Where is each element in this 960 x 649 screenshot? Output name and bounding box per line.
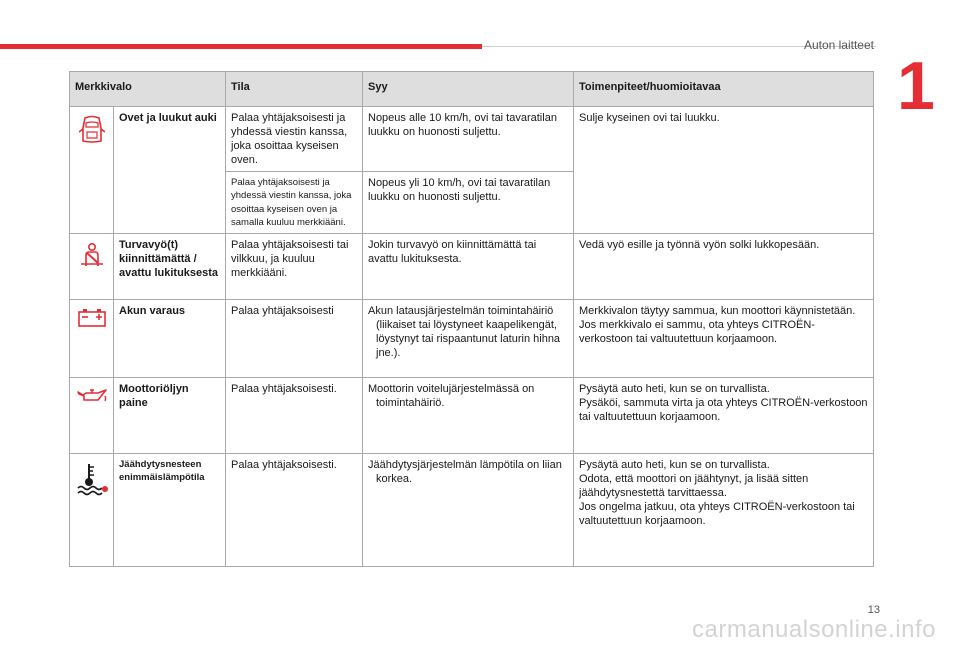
- light-name: Jäähdytysnesteen enimmäislämpötila: [114, 453, 226, 566]
- light-name: Moottoriöljyn paine: [114, 377, 226, 453]
- table-header-row: [70, 72, 874, 107]
- oil-can-icon: [76, 397, 108, 409]
- coolant-temperature-icon: [76, 487, 108, 499]
- seatbelt-icon: [79, 259, 105, 271]
- cause-text: Akun latausjärjestelmän toimintahäiriö (liikaiset tai löystyneet kaapelikengät, löystynyt tai rispaantunut laturin hihna jne.).: [368, 304, 561, 359]
- cause-cell: [363, 453, 574, 566]
- action-cell: Vedä vyö esille ja työnnä vyön solki lukkopesään.: [574, 233, 874, 299]
- section-title: Auton laitteet: [803, 38, 874, 52]
- table-row: [70, 377, 874, 453]
- icon-cell: [70, 299, 114, 377]
- action-line: Pysäytä auto heti, kun se on turvallista.: [579, 382, 770, 395]
- icon-cell: [70, 453, 114, 566]
- icon-cell: [70, 377, 114, 453]
- cause-cell: [363, 377, 574, 453]
- battery-icon: [77, 319, 107, 331]
- action-line: Jos ongelma jatkuu, ota yhteys CITROËN-verkostoon tai valtuutettuun korjaamoon.: [579, 500, 855, 528]
- action-line: Pysäytä auto heti, kun se on turvallista.: [579, 458, 770, 471]
- icon-cell: [70, 233, 114, 299]
- column-header: Syy: [363, 72, 574, 107]
- action-cell: Sulje kyseinen ovi tai luukku.: [574, 107, 874, 234]
- header-accent-bar: [0, 44, 482, 49]
- light-name: Ovet ja luukut auki: [114, 107, 226, 234]
- state-cell: Palaa yhtäjaksoisesti.: [226, 377, 363, 453]
- action-cell: [574, 299, 874, 377]
- column-header: Merkkivalo: [70, 72, 226, 107]
- icon-cell: [70, 107, 114, 234]
- watermark: carmanualsonline.info: [692, 616, 936, 643]
- light-name: Turvavyö(t) kiinnittämättä / avattu lukituksesta: [114, 233, 226, 299]
- cause-cell: [363, 299, 574, 377]
- door-open-icon: [79, 136, 105, 148]
- warning-lights-table: [69, 71, 874, 567]
- state-cell: Palaa yhtäjaksoisesti.: [226, 453, 363, 566]
- column-header: Tila: [226, 72, 363, 107]
- action-cell: [574, 377, 874, 453]
- table-row: [70, 299, 874, 377]
- action-line: Odota, että moottori on jäähtynyt, ja lisää sitten jäähdytysnestettä tarvittaessa.: [579, 472, 809, 499]
- cause-cell: Jokin turvavyö on kiinnittämättä tai avattu lukituksesta.: [363, 233, 574, 299]
- cause-text: Jäähdytysjärjestelmän lämpötila on liian korkea.: [368, 458, 562, 485]
- cause-text: Moottorin voitelujärjestelmässä on toimintahäiriö.: [368, 382, 535, 409]
- page-number: 13: [867, 604, 880, 616]
- cause-cell: Nopeus yli 10 km/h, ovi tai tavaratilan luukku on huonosti suljettu.: [363, 172, 574, 233]
- action-line: Pysäköi, sammuta virta ja ota yhteys CITROËN-verkostoon tai valtuutettuun korjaamoon.: [579, 396, 868, 423]
- light-name: Akun varaus: [114, 299, 226, 377]
- table-row: [70, 107, 874, 172]
- action-line: Merkkivalon täytyy sammua, kun moottori käynnistetään.: [579, 304, 856, 317]
- column-header: Toimenpiteet/huomioitavaa: [574, 72, 874, 107]
- state-cell: Palaa yhtäjaksoisesti ja yhdessä viestin kanssa, joka osoittaa kyseisen oven.: [226, 107, 363, 172]
- chapter-number: 1: [897, 48, 935, 124]
- state-cell: Palaa yhtäjaksoisesti ja yhdessä viestin kanssa, joka osoittaa kyseisen oven ja samalla kuuluu merkkiääni.: [226, 172, 363, 233]
- state-cell: Palaa yhtäjaksoisesti tai vilkkuu, ja kuuluu merkkiääni.: [226, 233, 363, 299]
- table-row: [70, 233, 874, 299]
- action-line: Jos merkkivalo ei sammu, ota yhteys CITROËN-verkostoon tai valtuutettuun korjaamoon.: [579, 318, 815, 345]
- table-row: [70, 453, 874, 566]
- state-cell: Palaa yhtäjaksoisesti: [226, 299, 363, 377]
- cause-cell: Nopeus alle 10 km/h, ovi tai tavaratilan luukku on huonosti suljettu.: [363, 107, 574, 172]
- action-cell: [574, 453, 874, 566]
